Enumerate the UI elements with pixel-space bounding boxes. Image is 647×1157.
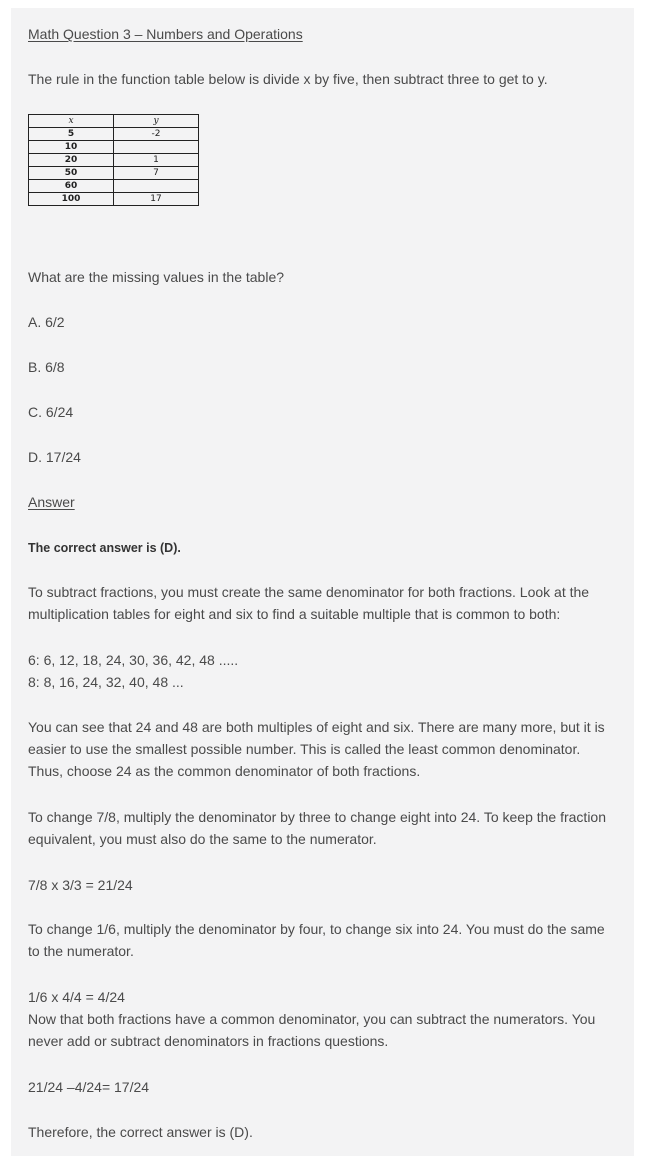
explanation-paragraph-1: To subtract fractions, you must create the same denominator for both fractions. Look at the multiplication tables for eight and six to find a suitable multiple that is common to both:: [28, 584, 590, 622]
table-cell-y: -2: [114, 128, 199, 141]
multiples-of-eight: 8: 8, 16, 24, 32, 40, 48 ...: [28, 674, 184, 690]
table-cell-y: [114, 180, 199, 193]
table-cell-x: 60: [29, 180, 114, 193]
explanation-paragraph-3: To change 7/8, multiply the denominator by three to change eight into 24. To keep the fraction equivalent, you must also do the same to the numerator.: [28, 809, 607, 847]
table-row: [29, 154, 199, 167]
table-cell-x: 100: [29, 193, 114, 206]
explanation-paragraph-2: You can see that 24 and 48 are both multiples of eight and six. There are many more, but it is easier to use the smallest possible number. This is called the least common denominator. Thus, choose 24 as the common denominator of both fractions.: [28, 719, 605, 779]
equation-2: 1/6 x 4/4 = 4/24: [28, 989, 125, 1005]
table-cell-x: 50: [29, 167, 114, 180]
table-row: [29, 167, 199, 180]
table-cell-x: 10: [29, 141, 114, 154]
table-row: [29, 141, 199, 154]
table-cell-y: [114, 141, 199, 154]
question-prompt: What are the missing values in the table?: [28, 269, 285, 285]
equation-1: 7/8 x 3/3 = 21/24: [28, 877, 133, 893]
table-cell-y: 17: [114, 193, 199, 206]
function-table: [28, 114, 199, 206]
table-row: [29, 128, 199, 141]
table-header-x: x: [29, 115, 114, 128]
multiples-of-six: 6: 6, 12, 18, 24, 30, 36, 42, 48 .....: [28, 652, 239, 668]
table-cell-x: 20: [29, 154, 114, 167]
question-card: [11, 8, 634, 1156]
table-row: [29, 180, 199, 193]
option-a: A. 6/2: [28, 314, 65, 330]
table-cell-x: 5: [29, 128, 114, 141]
explanation-paragraph-4: To change 1/6, multiply the denominator by four, to change six into 24. You must do the same to the numerator.: [28, 921, 605, 959]
function-rule: The rule in the function table below is divide x by five, then subtract three to get to y.: [28, 71, 548, 87]
table-cell-y: 7: [114, 167, 199, 180]
conclusion: Therefore, the correct answer is (D).: [28, 1124, 253, 1140]
option-b: B. 6/8: [28, 359, 65, 375]
option-d: D. 17/24: [28, 449, 81, 465]
table-row: [29, 193, 199, 206]
correct-answer: The correct answer is (D).: [28, 541, 181, 555]
table-header-y: y: [114, 115, 199, 128]
explanation-paragraph-5: Now that both fractions have a common denominator, you can subtract the numerators. You never add or subtract denominators in fractions questions.: [28, 1011, 596, 1049]
table-cell-y: 1: [114, 154, 199, 167]
answer-link[interactable]: Answer: [28, 494, 75, 510]
table-header-row: [29, 115, 199, 128]
equation-3: 21/24 –4/24= 17/24: [28, 1079, 150, 1095]
option-c: C. 6/24: [28, 404, 74, 420]
question-title: Math Question 3 – Numbers and Operations: [28, 26, 303, 42]
